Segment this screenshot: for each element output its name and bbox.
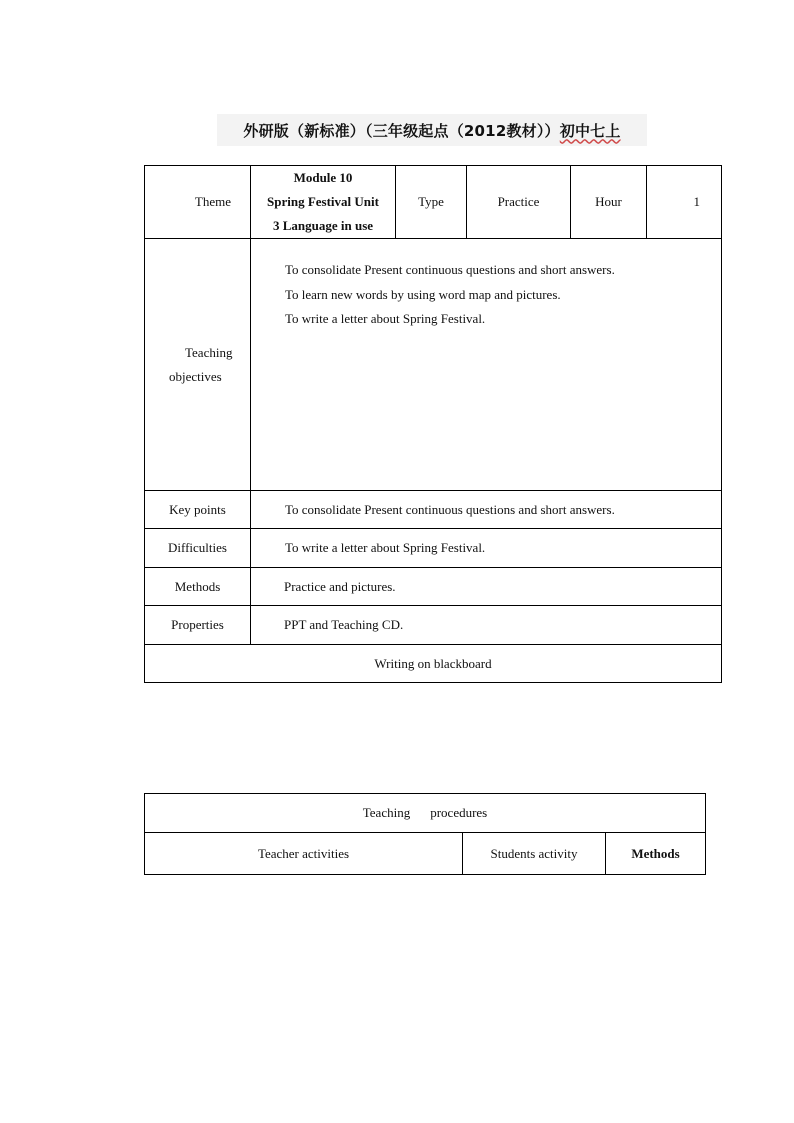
procedures-columns-row <box>145 833 706 875</box>
type-label: Type <box>396 166 467 239</box>
key-points-value: To consolidate Present continuous questions and short answers. <box>251 491 722 529</box>
blackboard-label: Writing on blackboard <box>145 645 722 683</box>
objectives-row <box>145 239 722 491</box>
difficulties-value: To write a letter about Spring Festival. <box>251 529 722 568</box>
properties-label: Properties <box>145 606 251 645</box>
properties-row <box>145 606 722 645</box>
page-title <box>217 114 647 146</box>
students-activity-header: Students activity <box>463 833 606 875</box>
blackboard-row <box>145 645 722 683</box>
objective-item: To write a letter about Spring Festival. <box>285 311 486 326</box>
objectives-label-line-1: Teaching <box>185 344 233 360</box>
theme-line-3: 3 Language in use <box>272 218 374 233</box>
objectives-label-line-2: objectives <box>169 368 222 384</box>
page-title-main: 外研版（新标准）（三年级起点（2012教材）） <box>243 121 560 140</box>
procedures-header-word-1: Teaching <box>362 805 411 820</box>
lesson-info-table <box>144 165 722 683</box>
difficulties-label: Difficulties <box>145 529 251 568</box>
hour-label: Hour <box>571 166 647 239</box>
type-value: Practice <box>467 166 571 239</box>
key-points-row <box>145 491 722 529</box>
procedures-header-row <box>145 794 706 833</box>
objective-item: To learn new words by using word map and pictures. <box>285 286 561 302</box>
theme-label: Theme <box>145 166 251 239</box>
theme-row <box>145 166 722 239</box>
hour-value: 1 <box>647 166 722 239</box>
theme-line-2: Spring Festival Unit <box>267 194 379 209</box>
properties-value: PPT and Teaching CD. <box>251 606 722 645</box>
procedures-header <box>145 794 706 833</box>
key-points-label: Key points <box>145 491 251 529</box>
methods-column-header: Methods <box>606 833 706 875</box>
theme-value <box>251 166 396 239</box>
procedures-header-word-2: procedures <box>430 805 488 820</box>
procedures-table <box>144 793 706 875</box>
difficulties-row <box>145 529 722 568</box>
objectives-label <box>145 239 251 491</box>
methods-row <box>145 568 722 606</box>
methods-label: Methods <box>145 568 251 606</box>
objectives-list <box>251 239 722 491</box>
objective-item: To consolidate Present continuous questions and short answers. <box>285 262 615 277</box>
page-title-tail: 初中七上 <box>559 121 621 140</box>
teacher-activities-header: Teacher activities <box>145 833 463 875</box>
theme-line-1: Module 10 <box>293 170 353 185</box>
methods-value: Practice and pictures. <box>251 568 722 606</box>
